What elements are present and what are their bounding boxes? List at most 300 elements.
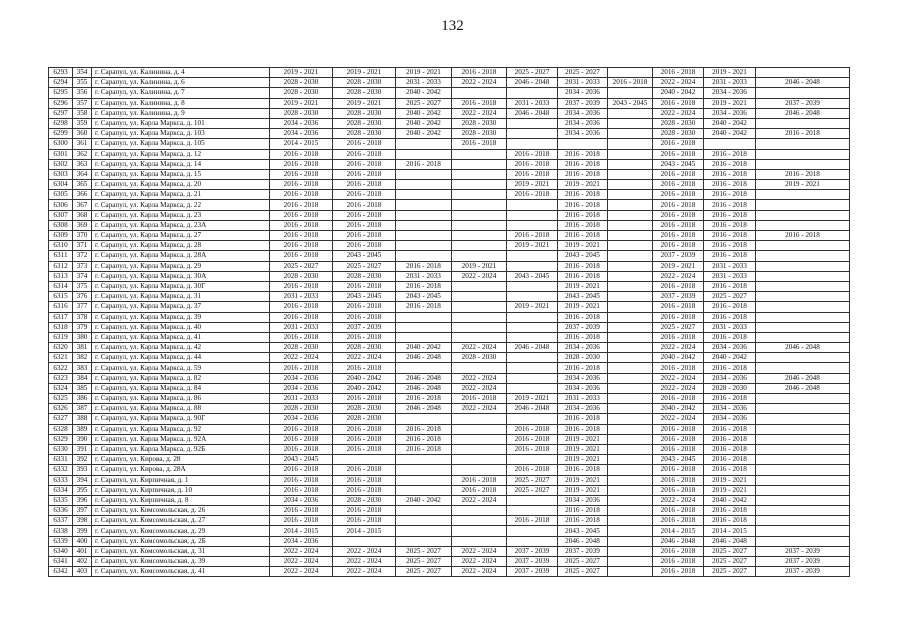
period-cell — [507, 200, 558, 210]
period-cell — [396, 190, 452, 200]
row-local-number-cell: 385 — [73, 383, 92, 393]
address-cell: г. Сарапул, ул. Карла Маркса, д. 44 — [92, 353, 270, 363]
period-cell: 2031 - 2033 — [396, 271, 452, 281]
period-cell: 2016 - 2018 — [704, 159, 756, 169]
period-cell: 2019 - 2021 — [704, 485, 756, 495]
period-cell: 2022 - 2024 — [452, 373, 507, 383]
period-cell: 2028 - 2030 — [270, 404, 333, 414]
period-cell: 2022 - 2024 — [452, 495, 507, 505]
period-cell: 2031 - 2033 — [704, 261, 756, 271]
period-cell: 2019 - 2021 — [558, 475, 608, 485]
period-cell: 2016 - 2018 — [653, 557, 704, 567]
period-cell — [756, 281, 850, 291]
period-cell — [452, 414, 507, 424]
period-cell — [756, 444, 850, 454]
row-index-cell: 6330 — [49, 444, 73, 454]
period-cell — [452, 292, 507, 302]
period-cell: 2016 - 2018 — [653, 241, 704, 251]
row-index-cell: 6322 — [49, 363, 73, 373]
address-cell: г. Сарапул, ул. Карла Маркса, д. 105 — [92, 139, 270, 149]
period-cell: 2040 - 2042 — [653, 88, 704, 98]
row-local-number-cell: 384 — [73, 373, 92, 383]
row-local-number-cell: 379 — [73, 322, 92, 332]
address-cell: г. Сарапул, ул. Карла Маркса, д. 28А — [92, 251, 270, 261]
period-cell: 2016 - 2018 — [653, 139, 704, 149]
period-cell: 2016 - 2018 — [704, 444, 756, 454]
period-cell: 2019 - 2021 — [704, 68, 756, 78]
period-cell — [608, 475, 653, 485]
row-local-number-cell: 361 — [73, 139, 92, 149]
period-cell — [756, 414, 850, 424]
period-cell: 2034 - 2036 — [558, 343, 608, 353]
period-cell: 2016 - 2018 — [333, 485, 396, 495]
address-cell: г. Сарапул, ул. Кирпичная, д. 10 — [92, 485, 270, 495]
period-cell: 2040 - 2042 — [396, 343, 452, 353]
row-local-number-cell: 360 — [73, 129, 92, 139]
period-cell: 2034 - 2036 — [270, 129, 333, 139]
row-local-number-cell: 358 — [73, 108, 92, 118]
period-cell — [756, 536, 850, 546]
address-cell: г. Сарапул, ул. Комсомольская, д. 26 — [92, 506, 270, 516]
period-cell — [452, 536, 507, 546]
period-cell — [608, 261, 653, 271]
period-cell: 2034 - 2036 — [558, 495, 608, 505]
period-cell — [396, 526, 452, 536]
period-cell — [396, 414, 452, 424]
period-cell: 2016 - 2018 — [333, 200, 396, 210]
table-row — [49, 78, 850, 88]
table-row — [49, 251, 850, 261]
period-cell: 2028 - 2030 — [333, 78, 396, 88]
row-local-number-cell: 372 — [73, 251, 92, 261]
table-row — [49, 343, 850, 353]
period-cell: 2025 - 2027 — [653, 322, 704, 332]
period-cell: 2025 - 2027 — [396, 98, 452, 108]
period-cell: 2016 - 2018 — [270, 475, 333, 485]
table-row — [49, 557, 850, 567]
row-local-number-cell: 365 — [73, 180, 92, 190]
period-cell: 2016 - 2018 — [507, 149, 558, 159]
period-cell: 2028 - 2030 — [653, 129, 704, 139]
period-cell: 2034 - 2036 — [704, 373, 756, 383]
address-cell: г. Сарапул, ул. Карла Маркса, д. 27 — [92, 231, 270, 241]
period-cell — [608, 404, 653, 414]
period-cell — [608, 424, 653, 434]
period-cell: 2019 - 2021 — [270, 68, 333, 78]
row-index-cell: 6341 — [49, 557, 73, 567]
period-cell: 2028 - 2030 — [333, 118, 396, 128]
period-cell: 2016 - 2018 — [270, 424, 333, 434]
period-cell — [452, 302, 507, 312]
period-cell: 2016 - 2018 — [270, 516, 333, 526]
period-cell: 2025 - 2027 — [558, 567, 608, 577]
row-index-cell: 6342 — [49, 567, 73, 577]
period-cell — [608, 394, 653, 404]
row-index-cell: 6304 — [49, 180, 73, 190]
period-cell — [608, 546, 653, 556]
period-cell: 2025 - 2027 — [396, 546, 452, 556]
period-cell: 2016 - 2018 — [704, 180, 756, 190]
period-cell: 2031 - 2033 — [396, 78, 452, 88]
period-cell: 2016 - 2018 — [396, 261, 452, 271]
period-cell: 2016 - 2018 — [653, 332, 704, 342]
period-cell — [608, 200, 653, 210]
period-cell: 2016 - 2018 — [333, 241, 396, 251]
period-cell: 2025 - 2027 — [396, 557, 452, 567]
period-cell: 2022 - 2024 — [653, 271, 704, 281]
period-cell: 2016 - 2018 — [396, 434, 452, 444]
period-cell — [756, 220, 850, 230]
period-cell: 2034 - 2036 — [704, 88, 756, 98]
period-cell: 2046 - 2048 — [756, 373, 850, 383]
address-cell: г. Сарапул, ул. Карла Маркса, д. 22 — [92, 200, 270, 210]
address-cell: г. Сарапул, ул. Карла Маркса, д. 88 — [92, 404, 270, 414]
period-cell: 2037 - 2039 — [756, 546, 850, 556]
row-index-cell: 6325 — [49, 394, 73, 404]
period-cell: 2016 - 2018 — [333, 231, 396, 241]
period-cell: 2040 - 2042 — [396, 495, 452, 505]
row-local-number-cell: 386 — [73, 394, 92, 404]
table-row — [49, 108, 850, 118]
table-row — [49, 159, 850, 169]
period-cell — [756, 526, 850, 536]
period-cell — [396, 149, 452, 159]
row-local-number-cell: 395 — [73, 485, 92, 495]
address-cell: г. Сарапул, ул. Комсомольская, д. 41 — [92, 567, 270, 577]
period-cell — [507, 139, 558, 149]
period-cell: 2046 - 2048 — [756, 108, 850, 118]
period-cell: 2046 - 2048 — [653, 536, 704, 546]
period-cell: 2016 - 2018 — [558, 312, 608, 322]
period-cell — [507, 118, 558, 128]
period-cell: 2028 - 2030 — [333, 108, 396, 118]
row-index-cell: 6326 — [49, 404, 73, 414]
period-cell: 2025 - 2027 — [704, 292, 756, 302]
period-cell — [396, 465, 452, 475]
period-cell: 2016 - 2018 — [270, 231, 333, 241]
period-cell — [608, 231, 653, 241]
period-cell — [452, 506, 507, 516]
period-cell: 2016 - 2018 — [270, 506, 333, 516]
row-local-number-cell: 359 — [73, 118, 92, 128]
period-cell: 2016 - 2018 — [704, 281, 756, 291]
period-cell: 2016 - 2018 — [507, 190, 558, 200]
period-cell: 2016 - 2018 — [704, 302, 756, 312]
period-cell: 2034 - 2036 — [704, 414, 756, 424]
period-cell: 2014 - 2015 — [704, 526, 756, 536]
period-cell — [608, 68, 653, 78]
period-cell — [756, 332, 850, 342]
period-cell: 2016 - 2018 — [653, 231, 704, 241]
period-cell: 2016 - 2018 — [704, 465, 756, 475]
period-cell: 2022 - 2024 — [653, 383, 704, 393]
period-cell: 2016 - 2018 — [507, 434, 558, 444]
period-cell: 2031 - 2033 — [558, 394, 608, 404]
row-index-cell: 6315 — [49, 292, 73, 302]
period-cell: 2016 - 2018 — [756, 231, 850, 241]
period-cell — [452, 231, 507, 241]
period-cell — [608, 465, 653, 475]
period-cell: 2019 - 2021 — [653, 261, 704, 271]
period-cell: 2016 - 2018 — [653, 485, 704, 495]
table-row — [49, 536, 850, 546]
table-row — [49, 220, 850, 230]
period-cell: 2040 - 2042 — [333, 373, 396, 383]
period-cell: 2031 - 2033 — [704, 322, 756, 332]
period-cell: 2014 - 2015 — [270, 526, 333, 536]
period-cell — [608, 139, 653, 149]
address-cell: г. Сарапул, ул. Комсомольская, д. 39 — [92, 557, 270, 567]
period-cell — [507, 322, 558, 332]
period-cell — [452, 434, 507, 444]
period-cell: 2028 - 2030 — [270, 343, 333, 353]
period-cell: 2016 - 2018 — [558, 261, 608, 271]
period-cell: 2016 - 2018 — [452, 475, 507, 485]
period-cell — [452, 526, 507, 536]
row-local-number-cell: 380 — [73, 332, 92, 342]
period-cell: 2046 - 2048 — [396, 383, 452, 393]
period-cell: 2037 - 2039 — [756, 98, 850, 108]
period-cell — [452, 210, 507, 220]
row-index-cell: 6297 — [49, 108, 73, 118]
table-row — [49, 495, 850, 505]
period-cell: 2016 - 2018 — [507, 159, 558, 169]
period-cell: 2034 - 2036 — [558, 129, 608, 139]
period-cell: 2028 - 2030 — [704, 383, 756, 393]
period-cell — [608, 108, 653, 118]
row-local-number-cell: 374 — [73, 271, 92, 281]
period-cell: 2016 - 2018 — [270, 200, 333, 210]
period-cell — [507, 495, 558, 505]
period-cell: 2031 - 2033 — [704, 271, 756, 281]
period-cell: 2016 - 2018 — [558, 465, 608, 475]
period-cell — [452, 332, 507, 342]
row-index-cell: 6306 — [49, 200, 73, 210]
period-cell: 2016 - 2018 — [333, 312, 396, 322]
period-cell: 2016 - 2018 — [333, 475, 396, 485]
address-cell: г. Сарапул, ул. Карла Маркса, д. 31 — [92, 292, 270, 302]
period-cell: 2022 - 2024 — [333, 353, 396, 363]
period-cell — [452, 424, 507, 434]
period-cell — [452, 516, 507, 526]
row-local-number-cell: 366 — [73, 190, 92, 200]
row-index-cell: 6339 — [49, 536, 73, 546]
period-cell: 2019 - 2021 — [558, 444, 608, 454]
period-cell — [608, 332, 653, 342]
row-local-number-cell: 363 — [73, 159, 92, 169]
period-cell — [608, 271, 653, 281]
period-cell: 2016 - 2018 — [704, 251, 756, 261]
period-cell: 2016 - 2018 — [558, 414, 608, 424]
period-cell: 2046 - 2048 — [756, 343, 850, 353]
period-cell: 2016 - 2018 — [270, 251, 333, 261]
period-cell: 2016 - 2018 — [333, 149, 396, 159]
period-cell: 2019 - 2021 — [558, 485, 608, 495]
period-cell: 2028 - 2030 — [270, 108, 333, 118]
address-cell: г. Сарапул, ул. Карла Маркса, д. 101 — [92, 118, 270, 128]
period-cell — [396, 363, 452, 373]
period-cell: 2019 - 2021 — [270, 98, 333, 108]
period-cell: 2016 - 2018 — [653, 516, 704, 526]
row-index-cell: 6336 — [49, 506, 73, 516]
period-cell: 2016 - 2018 — [270, 169, 333, 179]
period-cell: 2043 - 2045 — [558, 251, 608, 261]
row-local-number-cell: 393 — [73, 465, 92, 475]
period-cell: 2016 - 2018 — [270, 434, 333, 444]
table-row — [49, 292, 850, 302]
period-cell — [396, 332, 452, 342]
period-cell: 2034 - 2036 — [270, 383, 333, 393]
address-cell: г. Сарапул, ул. Карла Маркса, д. 23А — [92, 220, 270, 230]
period-cell: 2025 - 2027 — [704, 567, 756, 577]
address-cell: г. Сарапул, ул. Калинина, д. 7 — [92, 88, 270, 98]
period-cell — [452, 149, 507, 159]
period-cell — [608, 373, 653, 383]
address-cell: г. Сарапул, ул. Карла Маркса, д. 82 — [92, 373, 270, 383]
address-cell: г. Сарапул, ул. Карла Маркса, д. 28 — [92, 241, 270, 251]
period-cell: 2040 - 2042 — [396, 129, 452, 139]
address-cell: г. Сарапул, ул. Карла Маркса, д. 29 — [92, 261, 270, 271]
period-cell: 2022 - 2024 — [452, 343, 507, 353]
table-row — [49, 455, 850, 465]
period-cell: 2016 - 2018 — [653, 302, 704, 312]
period-cell: 2016 - 2018 — [396, 281, 452, 291]
table-row — [49, 88, 850, 98]
period-cell: 2043 - 2045 — [333, 292, 396, 302]
row-local-number-cell: 370 — [73, 231, 92, 241]
period-cell: 2022 - 2024 — [452, 404, 507, 414]
period-cell: 2037 - 2039 — [507, 557, 558, 567]
period-cell — [756, 485, 850, 495]
period-cell: 2016 - 2018 — [653, 475, 704, 485]
period-cell: 2031 - 2033 — [704, 78, 756, 88]
table-row — [49, 373, 850, 383]
row-local-number-cell: 392 — [73, 455, 92, 465]
table-row — [49, 363, 850, 373]
period-cell: 2016 - 2018 — [270, 220, 333, 230]
period-cell: 2016 - 2018 — [507, 516, 558, 526]
period-cell: 2016 - 2018 — [704, 424, 756, 434]
period-cell — [396, 455, 452, 465]
address-cell: г. Сарапул, ул. Карла Маркса, д. 90Г — [92, 414, 270, 424]
period-cell: 2046 - 2048 — [507, 343, 558, 353]
table-row — [49, 526, 850, 536]
table-row — [49, 139, 850, 149]
period-cell: 2016 - 2018 — [270, 159, 333, 169]
period-cell — [396, 139, 452, 149]
period-cell: 2016 - 2018 — [704, 210, 756, 220]
period-cell: 2022 - 2024 — [653, 78, 704, 88]
row-index-cell: 6307 — [49, 210, 73, 220]
period-cell — [452, 200, 507, 210]
period-cell: 2022 - 2024 — [452, 546, 507, 556]
period-cell — [452, 169, 507, 179]
period-cell: 2016 - 2018 — [704, 332, 756, 342]
period-cell: 2028 - 2030 — [558, 353, 608, 363]
period-cell: 2025 - 2027 — [558, 557, 608, 567]
period-cell: 2016 - 2018 — [653, 200, 704, 210]
row-index-cell: 6294 — [49, 78, 73, 88]
period-cell: 2028 - 2030 — [333, 495, 396, 505]
row-index-cell: 6309 — [49, 231, 73, 241]
period-cell: 2016 - 2018 — [704, 200, 756, 210]
period-cell: 2016 - 2018 — [507, 424, 558, 434]
period-cell: 2046 - 2048 — [507, 404, 558, 414]
period-cell — [452, 322, 507, 332]
period-cell: 2016 - 2018 — [333, 169, 396, 179]
period-cell: 2034 - 2036 — [558, 383, 608, 393]
row-index-cell: 6333 — [49, 475, 73, 485]
period-cell: 2016 - 2018 — [653, 465, 704, 475]
period-cell: 2016 - 2018 — [558, 516, 608, 526]
period-cell — [704, 139, 756, 149]
period-cell: 2034 - 2036 — [558, 373, 608, 383]
period-cell — [507, 292, 558, 302]
table-row — [49, 404, 850, 414]
table-row — [49, 485, 850, 495]
period-cell — [396, 322, 452, 332]
period-cell: 2016 - 2018 — [653, 210, 704, 220]
table-row — [49, 98, 850, 108]
period-cell: 2016 - 2018 — [704, 231, 756, 241]
row-index-cell: 6310 — [49, 241, 73, 251]
period-cell — [507, 363, 558, 373]
address-cell: г. Сарапул, ул. Карла Маркса, д. 15 — [92, 169, 270, 179]
address-cell: г. Сарапул, ул. Карла Маркса, д. 92Б — [92, 444, 270, 454]
housing-repair-schedule-table — [48, 67, 850, 577]
period-cell: 2019 - 2021 — [558, 455, 608, 465]
row-index-cell: 6319 — [49, 332, 73, 342]
address-cell: г. Сарапул, ул. Карла Маркса, д. 42 — [92, 343, 270, 353]
period-cell — [452, 159, 507, 169]
table-row — [49, 129, 850, 139]
row-local-number-cell: 383 — [73, 363, 92, 373]
row-local-number-cell: 387 — [73, 404, 92, 414]
period-cell: 2016 - 2018 — [653, 567, 704, 577]
period-cell: 2022 - 2024 — [452, 108, 507, 118]
period-cell: 2022 - 2024 — [452, 383, 507, 393]
table-row — [49, 353, 850, 363]
row-index-cell: 6313 — [49, 271, 73, 281]
address-cell: г. Сарапул, ул. Калинина, д. 4 — [92, 68, 270, 78]
period-cell: 2019 - 2021 — [507, 241, 558, 251]
period-cell: 2016 - 2018 — [653, 312, 704, 322]
period-cell — [507, 281, 558, 291]
period-cell — [756, 159, 850, 169]
period-cell: 2022 - 2024 — [270, 546, 333, 556]
row-local-number-cell: 356 — [73, 88, 92, 98]
row-index-cell: 6337 — [49, 516, 73, 526]
period-cell: 2028 - 2030 — [653, 118, 704, 128]
address-cell: г. Сарапул, ул. Комсомольская, д. 31 — [92, 546, 270, 556]
period-cell: 2043 - 2045 — [608, 98, 653, 108]
period-cell: 2022 - 2024 — [653, 108, 704, 118]
period-cell: 2016 - 2018 — [333, 394, 396, 404]
table-row — [49, 567, 850, 577]
row-index-cell: 6334 — [49, 485, 73, 495]
period-cell: 2022 - 2024 — [333, 567, 396, 577]
period-cell: 2040 - 2042 — [704, 118, 756, 128]
row-local-number-cell: 362 — [73, 149, 92, 159]
row-local-number-cell: 399 — [73, 526, 92, 536]
period-cell: 2046 - 2048 — [396, 353, 452, 363]
period-cell: 2028 - 2030 — [452, 129, 507, 139]
period-cell — [608, 444, 653, 454]
period-cell — [507, 455, 558, 465]
row-index-cell: 6298 — [49, 118, 73, 128]
period-cell — [507, 506, 558, 516]
period-cell: 2040 - 2042 — [704, 353, 756, 363]
